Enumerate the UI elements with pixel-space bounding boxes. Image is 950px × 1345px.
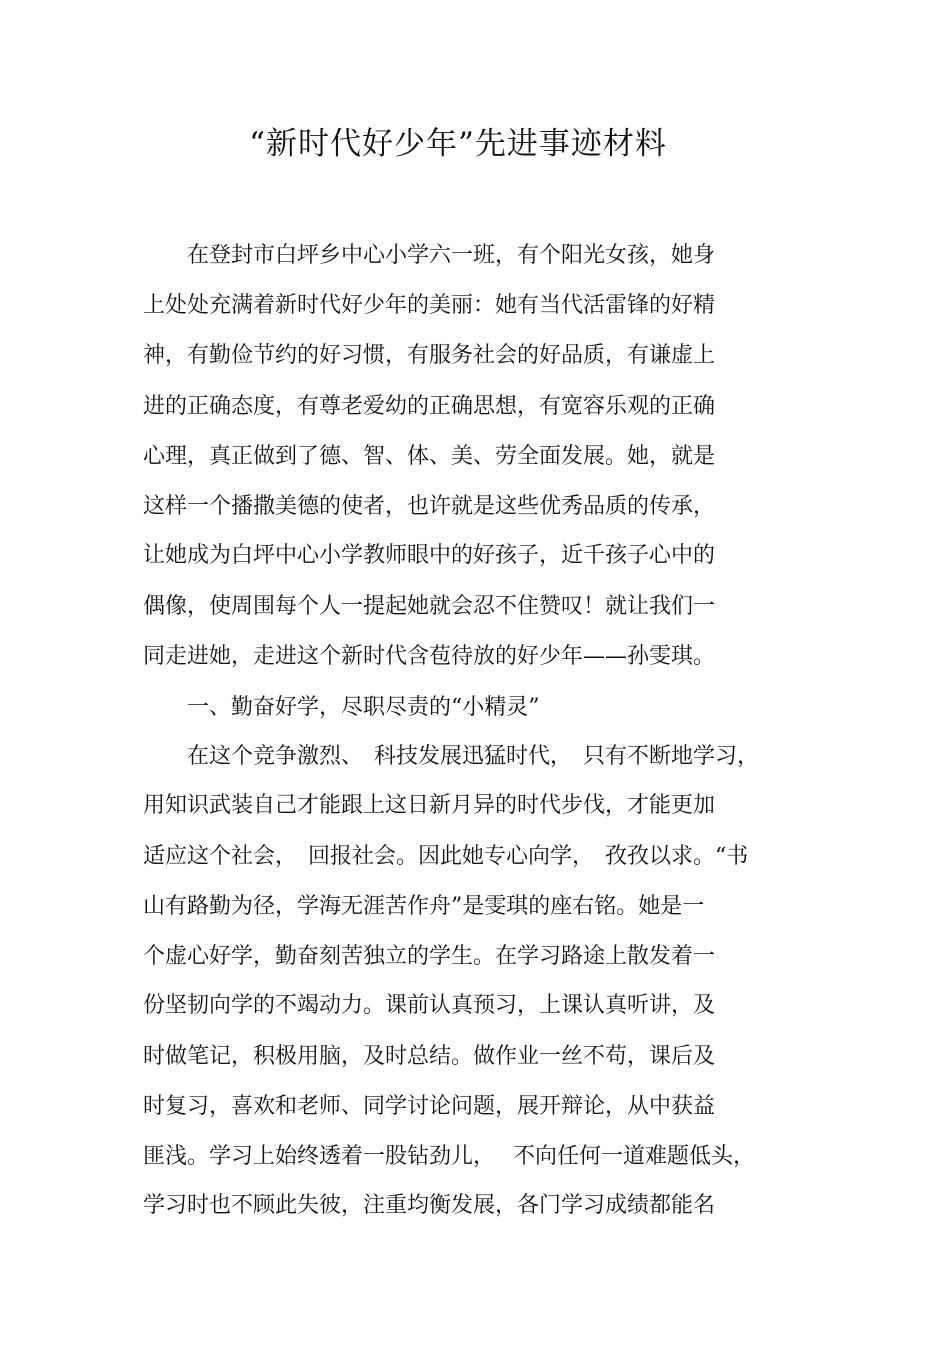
paragraph-line: 份坚韧向学的不竭动力。课前认真预习，上课认真听讲，及 xyxy=(143,993,716,1018)
paragraph-line: 让她成为白坪中心小学教师眼中的好孩子，近千孩子心中的 xyxy=(143,543,716,568)
paragraph-line: 这样一个播撒美德的使者，也许就是这些优秀品质的传承， xyxy=(143,494,716,519)
paragraph-line: 学习时也不顾此失彼，注重均衡发展，各门学习成绩都能名 xyxy=(143,1193,716,1218)
section-heading: 一、勤奋好学，尽职尽责的“小精灵” xyxy=(143,695,540,720)
paragraph-line: 山有路勤为径，学海无涯苦作舟”是雯琪的座右铭。她是一 xyxy=(143,894,705,919)
paragraph-line: 偶像，使周围每个人一提起她就会忍不住赞叹！就让我们一 xyxy=(143,594,716,619)
paragraph-line: 在这个竞争激烈、 科技发展迅猛时代， 只有不断地学习， xyxy=(143,744,760,769)
paragraph-line: 时复习，喜欢和老师、同学讨论问题，展开辩论，从中获益 xyxy=(143,1094,716,1119)
paragraph-line: 在登封市白坪乡中心小学六一班，有个阳光女孩，她身 xyxy=(143,243,716,268)
paragraph-line: 上处处充满着新时代好少年的美丽：她有当代活雷锋的好精 xyxy=(143,293,716,318)
paragraph-line: 神，有勤俭节约的好习惯，有服务社会的好品质，有谦虚上 xyxy=(143,343,716,368)
paragraph-line: 时做笔记，积极用脑，及时总结。做作业一丝不苟，课后及 xyxy=(143,1044,716,1069)
paragraph-line: 进的正确态度，有尊老爱幼的正确思想，有宽容乐观的正确 xyxy=(143,394,716,419)
document-title: “新时代好少年”先进事迹材料 xyxy=(249,126,667,162)
paragraph-line: 心理，真正做到了德、智、体、美、劳全面发展。她，就是 xyxy=(143,444,716,469)
paragraph-line: 匪浅。学习上始终透着一股钻劲儿， 不向任何一道难题低头， xyxy=(143,1144,755,1169)
paragraph-line: 个虚心好学，勤奋刻苦独立的学生。在学习路途上散发着一 xyxy=(143,944,716,969)
paragraph-line: 用知识武装自己才能跟上这日新月异的时代步伐，才能更加 xyxy=(143,793,716,818)
paragraph-line: 同走进她，走进这个新时代含苞待放的好少年——孙雯琪。 xyxy=(143,644,716,669)
paragraph-line: 适应这个社会， 回报社会。因此她专心向学， 孜孜以求。“书 xyxy=(143,844,749,869)
